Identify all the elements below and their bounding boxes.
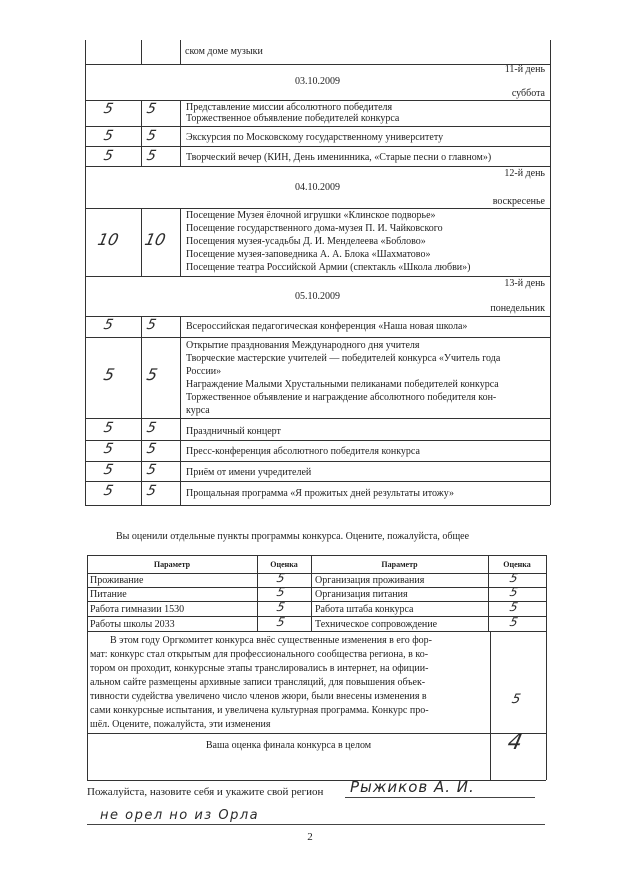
name-prompt: Пожалуйста, назовите себя и укажите свой регион — [87, 786, 324, 798]
grade-cell: 5 — [508, 615, 520, 629]
event-line: Торжественное объявление победителей конкурса — [186, 113, 400, 124]
event-line: Открытие празднования Международного дня учителя — [186, 340, 420, 351]
grade-cell: 5 — [275, 615, 287, 629]
grade-cell: 5 — [144, 365, 160, 384]
event-line: Посещение музея-заповедника А. А. Блока «Шахматово» — [186, 249, 431, 260]
parameter-label: Проживание — [90, 575, 144, 586]
event-line: Всероссийская педагогическая конференция «Наша новая школа» — [186, 321, 468, 332]
top-fragment-text: ском доме музыки — [185, 46, 263, 57]
grade-cell: 10 — [142, 230, 168, 249]
day-weekday: воскресенье — [492, 196, 545, 207]
grade-cell: 5 — [145, 420, 158, 436]
grade-cell: 5 — [102, 462, 115, 478]
grade-cell: 5 — [102, 420, 115, 436]
grade-cell: 5 — [101, 365, 117, 384]
grade-cell: 10 — [95, 230, 121, 249]
event-line: Творческие мастерские учителей — победителей конкурса «Учитель года — [186, 353, 501, 364]
grade-cell: 5 — [145, 317, 158, 333]
final-grade: 4 — [505, 730, 525, 755]
day-date: 05.10.2009 — [295, 291, 340, 302]
event-line: Посещение театра Российской Армии (спектакль «Школа любви») — [186, 262, 471, 273]
day-number: 13-й день — [504, 278, 545, 289]
col-header-parameter: Параметр — [381, 560, 418, 569]
parameter-label: Организация питания — [315, 589, 408, 600]
grade-cell: 5 — [102, 483, 115, 499]
page-number: 2 — [307, 831, 313, 843]
parameter-label: Работы школы 2033 — [90, 619, 175, 630]
event-line: России» — [186, 366, 222, 377]
grade-cell: 5 — [102, 128, 115, 144]
parameter-label: Организация проживания — [315, 575, 425, 586]
col-header-parameter: Параметр — [153, 560, 191, 569]
paragraph-line: альном сайте размещены архивные записи трансляций, для повышения объек- — [90, 677, 426, 688]
parameter-label: Техническое сопровождение — [315, 619, 438, 630]
event-line: Награждение Малыми Хрустальными пеликанами победителей конкурса — [186, 379, 499, 390]
final-label: Ваша оценка финала конкурса в целом — [205, 740, 372, 751]
parameter-label: Работа гимназии 1530 — [90, 604, 185, 615]
event-line: Приём от имени учредителей — [186, 467, 312, 478]
grade-cell: 5 — [102, 317, 115, 333]
paragraph-line: тором он проходит, конкурсные этапы транслировались в интернет, на официи- — [90, 663, 429, 674]
intro-text: Вы оценили отдельные пункты программы конкурса. Оцените, пожалуйста, общее — [116, 531, 470, 542]
grade-cell: 5 — [275, 571, 287, 585]
day-weekday: суббота — [511, 88, 545, 99]
day-number: 12-й день — [504, 168, 545, 179]
parameter-label: Питание — [90, 589, 127, 600]
paragraph-line: мат: конкурс стал открытым для профессионального сообщества региона, в ко- — [90, 649, 429, 660]
event-line: Пресс-конференция абсолютного победителя конкурса — [186, 446, 420, 457]
grade-cell: 5 — [145, 128, 158, 144]
grade-cell: 5 — [145, 101, 158, 117]
changes-grade: 5 — [510, 692, 522, 707]
paragraph-line: тивности судейства увеличено число членов жюри, были внесены изменения в — [90, 691, 427, 702]
grade-cell: 5 — [102, 441, 115, 457]
grade-cell: 5 — [102, 148, 115, 164]
grade-cell: 5 — [145, 148, 158, 164]
day-date: 04.10.2009 — [295, 182, 340, 193]
day-date: 03.10.2009 — [295, 76, 340, 87]
event-line: Творческий вечер (КИН, День именинника, «Старые песни о главном») — [186, 152, 492, 163]
parameter-label: Работа штаба конкурса — [315, 604, 414, 615]
grade-cell: 5 — [145, 441, 158, 457]
event-line: курса — [186, 405, 210, 416]
paragraph-line: шёл. Оцените, пожалуйста, эти изменения — [90, 719, 271, 730]
event-line: Посещение государственного дома-музея П. И. Чайковского — [186, 223, 443, 234]
grade-cell: 5 — [508, 585, 520, 599]
event-line: Прощальная программа «Я прожитых дней результаты итожу» — [186, 488, 454, 499]
grade-cell: 5 — [508, 571, 520, 585]
grade-cell: 5 — [145, 483, 158, 499]
event-line: Праздничный концерт — [186, 426, 281, 437]
col-header-grade: Оценка — [503, 560, 531, 569]
event-line: Представление миссии абсолютного победителя — [186, 102, 393, 113]
event-line: Посещения музея-усадьбы Д. И. Менделеева «Боблово» — [186, 236, 426, 247]
handwritten-name: Рыжиков А. И. — [350, 778, 475, 796]
day-number: 11-й день — [504, 64, 545, 75]
event-line: Экскурсия по Московскому государственному университету — [186, 132, 444, 143]
day-weekday: понедельник — [490, 303, 545, 314]
col-header-grade: Оценка — [270, 560, 298, 569]
grade-cell: 5 — [102, 101, 115, 117]
handwritten-region: не орел но из Орла — [100, 808, 260, 823]
paragraph-line: сами конкурсные испытания, и увеличена культурная программа. Конкурс про- — [90, 705, 429, 716]
grade-cell: 5 — [275, 600, 287, 614]
grade-cell: 5 — [508, 600, 520, 614]
event-line: Посещение Музея ёлочной игрушки «Клинское подворье» — [186, 210, 436, 221]
paragraph-line: В этом году Оргкомитет конкурса внёс существенные изменения в его фор- — [110, 635, 433, 646]
grade-cell: 5 — [275, 585, 287, 599]
event-line: Торжественное объявление и награждение абсолютного победителя кон- — [186, 392, 497, 403]
grade-cell: 5 — [145, 462, 158, 478]
